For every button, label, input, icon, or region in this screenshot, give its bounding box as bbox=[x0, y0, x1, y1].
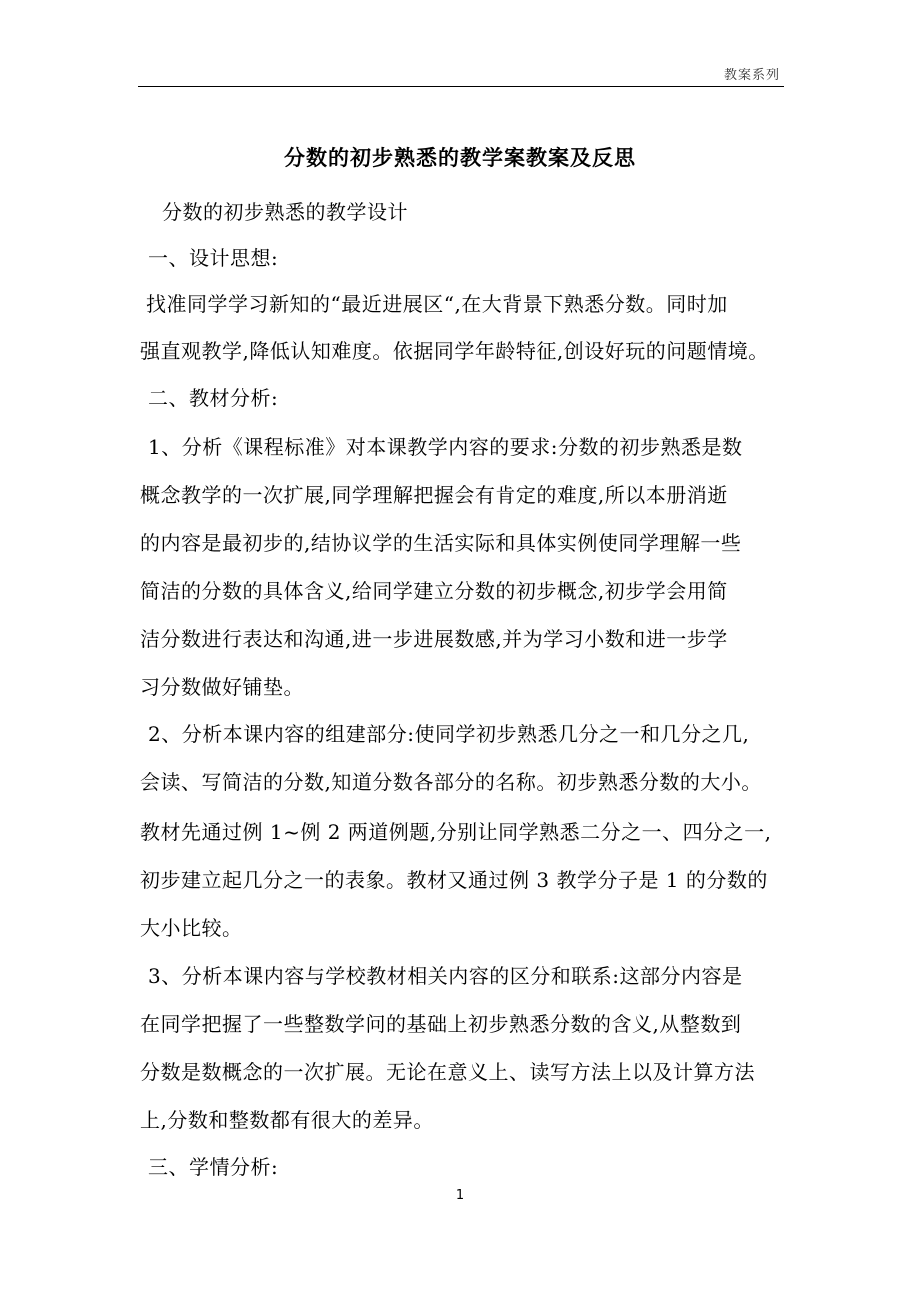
section-heading-learner-analysis: 三、学情分析: bbox=[148, 1155, 279, 1179]
paragraph-line: 习分数做好铺垫。 bbox=[140, 675, 304, 699]
paragraph-line: 分数是数概念的一次扩展。无论在意义上、读写方法上以及计算方法 bbox=[140, 1060, 755, 1084]
paragraph-line: 1、分析《课程标准》对本课教学内容的要求:分数的初步熟悉是数 bbox=[148, 435, 743, 459]
paragraph-line: 强直观教学,降低认知难度。依据同学年龄特征,创设好玩的问题情境。 bbox=[140, 339, 769, 363]
document-header-label: 教案系列 bbox=[723, 68, 780, 83]
section-heading-material-analysis: 二、教材分析: bbox=[148, 386, 279, 410]
paragraph-line: 会读、写简洁的分数,知道分数各部分的名称。初步熟悉分数的大小。 bbox=[140, 770, 762, 794]
page-number: 1 bbox=[455, 1188, 465, 1203]
paragraph-line: 上,分数和整数都有很大的差异。 bbox=[140, 1108, 434, 1132]
paragraph-line: 大小比较。 bbox=[140, 916, 243, 940]
paragraph-line: 在同学把握了一些整数学问的基础上初步熟悉分数的含义,从整数到 bbox=[140, 1012, 742, 1036]
paragraph-line: 简洁的分数的具体含义,给同学建立分数的初步概念,初步学会用简 bbox=[140, 579, 728, 603]
document-title: 分数的初步熟悉的教学案教案及反思 bbox=[284, 145, 636, 170]
header-divider bbox=[138, 86, 784, 87]
paragraph-line: 3、分析本课内容与学校教材相关内容的区分和联系:这部分内容是 bbox=[148, 964, 743, 988]
paragraph-line: 概念教学的一次扩展,同学理解把握会有肯定的难度,所以本册消逝 bbox=[140, 483, 728, 507]
section-heading-design-idea: 一、设计思想: bbox=[148, 246, 279, 270]
paragraph-line: 的内容是最初步的,结协议学的生活实际和具体实例使同学理解一些 bbox=[140, 531, 742, 555]
paragraph-line: 找准同学学习新知的“最近进展区“,在大背景下熟悉分数。同时加 bbox=[146, 292, 728, 316]
paragraph-line: 2、分析本课内容的组建部分:使同学初步熟悉几分之一和几分之几, bbox=[148, 722, 750, 746]
document-subtitle: 分数的初步熟悉的教学设计 bbox=[162, 200, 408, 224]
paragraph-line: 教材先通过例 1~例 2 两道例题,分别让同学熟悉二分之一、四分之一, bbox=[140, 820, 772, 844]
paragraph-line: 洁分数进行表达和沟通,进一步进展数感,并为学习小数和进一步学 bbox=[140, 627, 728, 651]
paragraph-line: 初步建立起几分之一的表象。教材又通过例 3 教学分子是 1 的分数的 bbox=[140, 868, 768, 892]
